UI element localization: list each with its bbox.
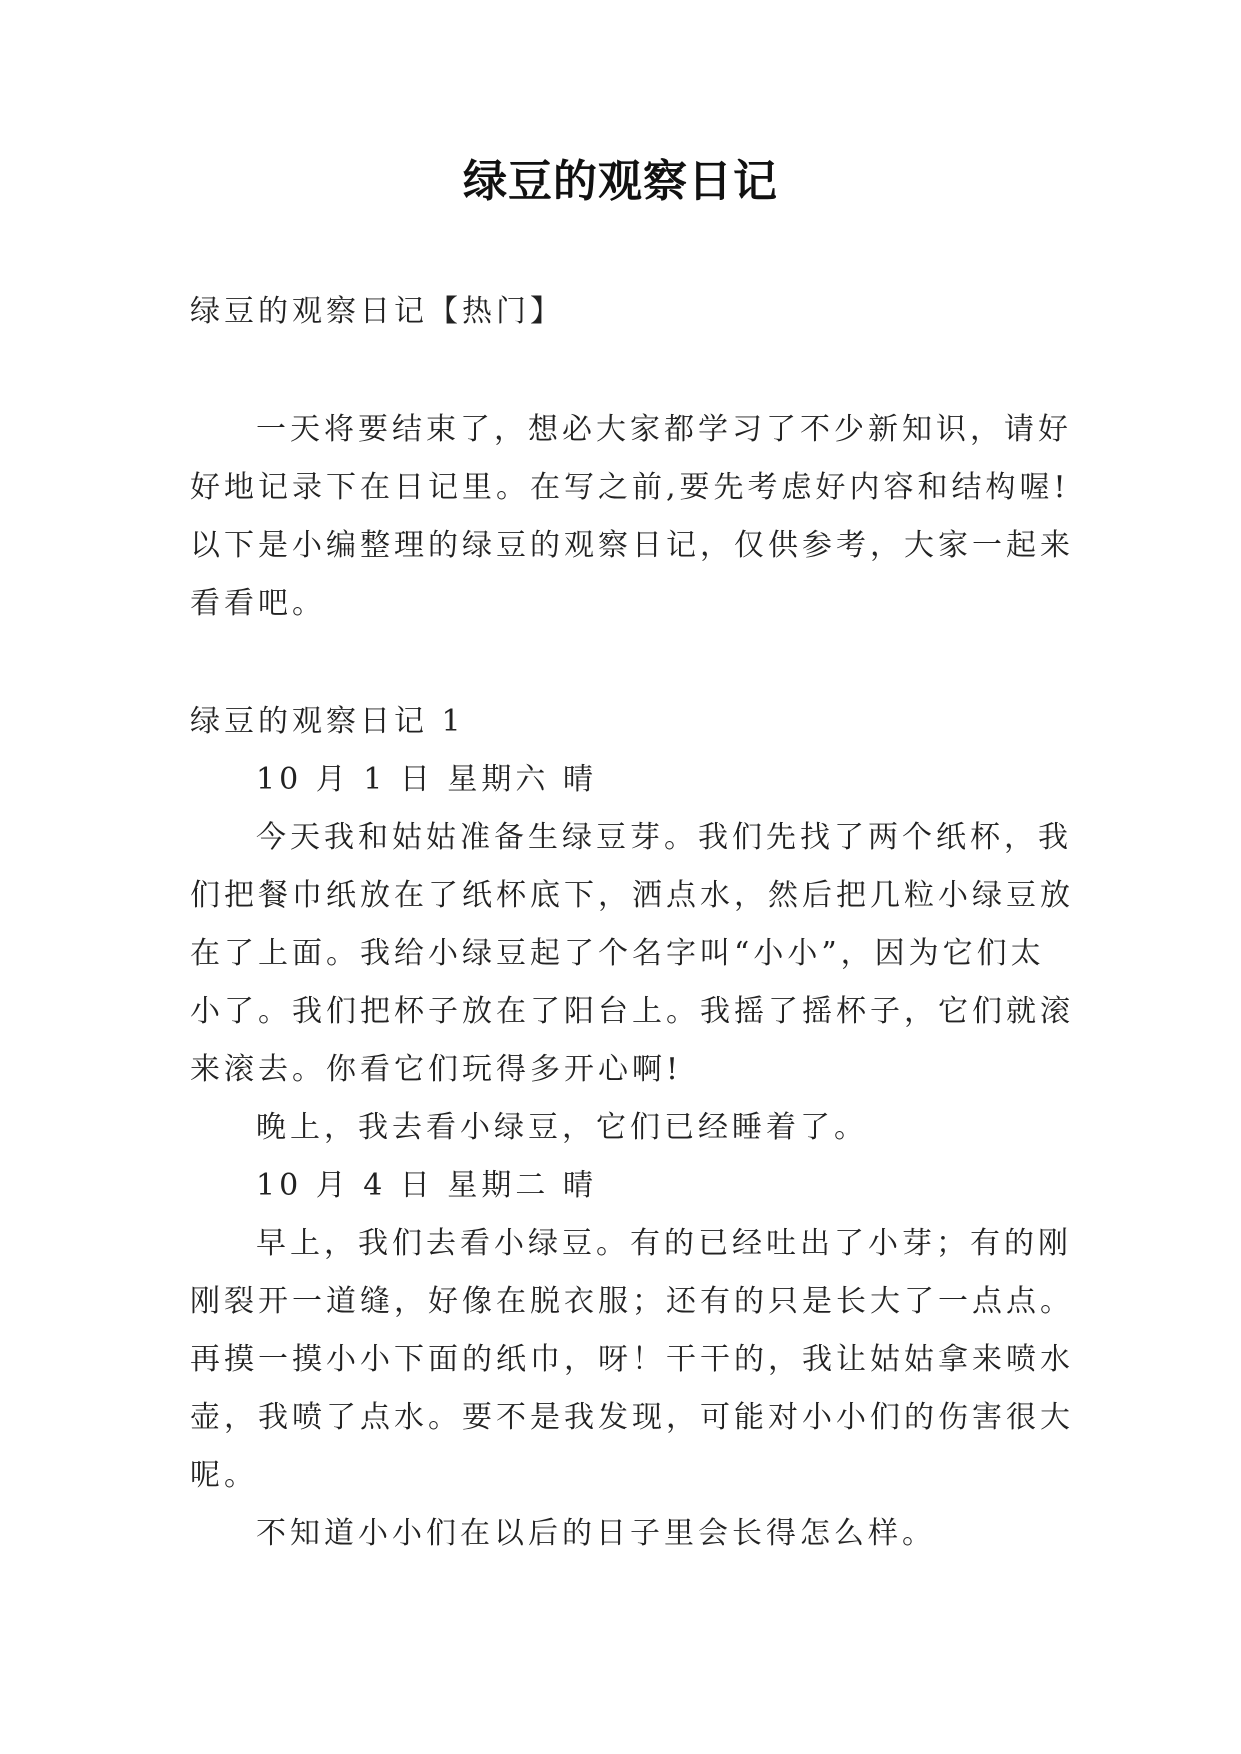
entry-paragraph xyxy=(190,809,1074,1099)
paragraph-line: 小了。我们把杯子放在了阳台上。我摇了摇杯子，它们就滚 xyxy=(190,994,1074,1029)
document-title: 绿豆的观察日记 xyxy=(463,156,778,207)
paragraph-line: 刚裂开一道缝，好像在脱衣服；还有的只是长大了一点点。 xyxy=(190,1284,1074,1319)
entry-paragraph xyxy=(190,1215,1074,1505)
entry-date: 10 月 1 日 星期六 晴 xyxy=(256,762,597,797)
document-subtitle: 绿豆的观察日记【热门】 xyxy=(190,294,564,329)
document-body xyxy=(190,283,1074,1563)
paragraph-line: 在了上面。我给小绿豆起了个名字叫“小小”，因为它们太 xyxy=(190,936,1045,971)
section-heading: 绿豆的观察日记 1 xyxy=(190,704,465,739)
paragraph-line: 壶，我喷了点水。要不是我发现，可能对小小们的伤害很大 xyxy=(190,1400,1074,1435)
intro-line: 一天将要结束了，想必大家都学习了不少新知识，请好 xyxy=(256,412,1072,447)
intro-paragraph xyxy=(190,401,1074,633)
entry-paragraph: 晚上，我去看小绿豆，它们已经睡着了。 xyxy=(256,1110,868,1145)
entry-date: 10 月 4 日 星期二 晴 xyxy=(256,1168,597,1203)
paragraph-line: 今天我和姑姑准备生绿豆芽。我们先找了两个纸杯，我 xyxy=(256,820,1072,855)
paragraph-line: 们把餐巾纸放在了纸杯底下，洒点水，然后把几粒小绿豆放 xyxy=(190,878,1074,913)
intro-line: 看看吧。 xyxy=(190,586,326,621)
paragraph-line: 呢。 xyxy=(190,1458,258,1493)
paragraph-line: 早上，我们去看小绿豆。有的已经吐出了小芽；有的刚 xyxy=(256,1226,1072,1261)
intro-line: 好地记录下在日记里。在写之前,要先考虑好内容和结构喔! xyxy=(190,470,1070,505)
intro-line: 以下是小编整理的绿豆的观察日记，仅供参考，大家一起来 xyxy=(190,528,1074,563)
paragraph-line: 再摸一摸小小下面的纸巾，呀！干干的，我让姑姑拿来喷水 xyxy=(190,1342,1074,1377)
entry-paragraph: 不知道小小们在以后的日子里会长得怎么样。 xyxy=(256,1516,936,1551)
paragraph-line: 来滚去。你看它们玩得多开心啊! xyxy=(190,1052,683,1087)
